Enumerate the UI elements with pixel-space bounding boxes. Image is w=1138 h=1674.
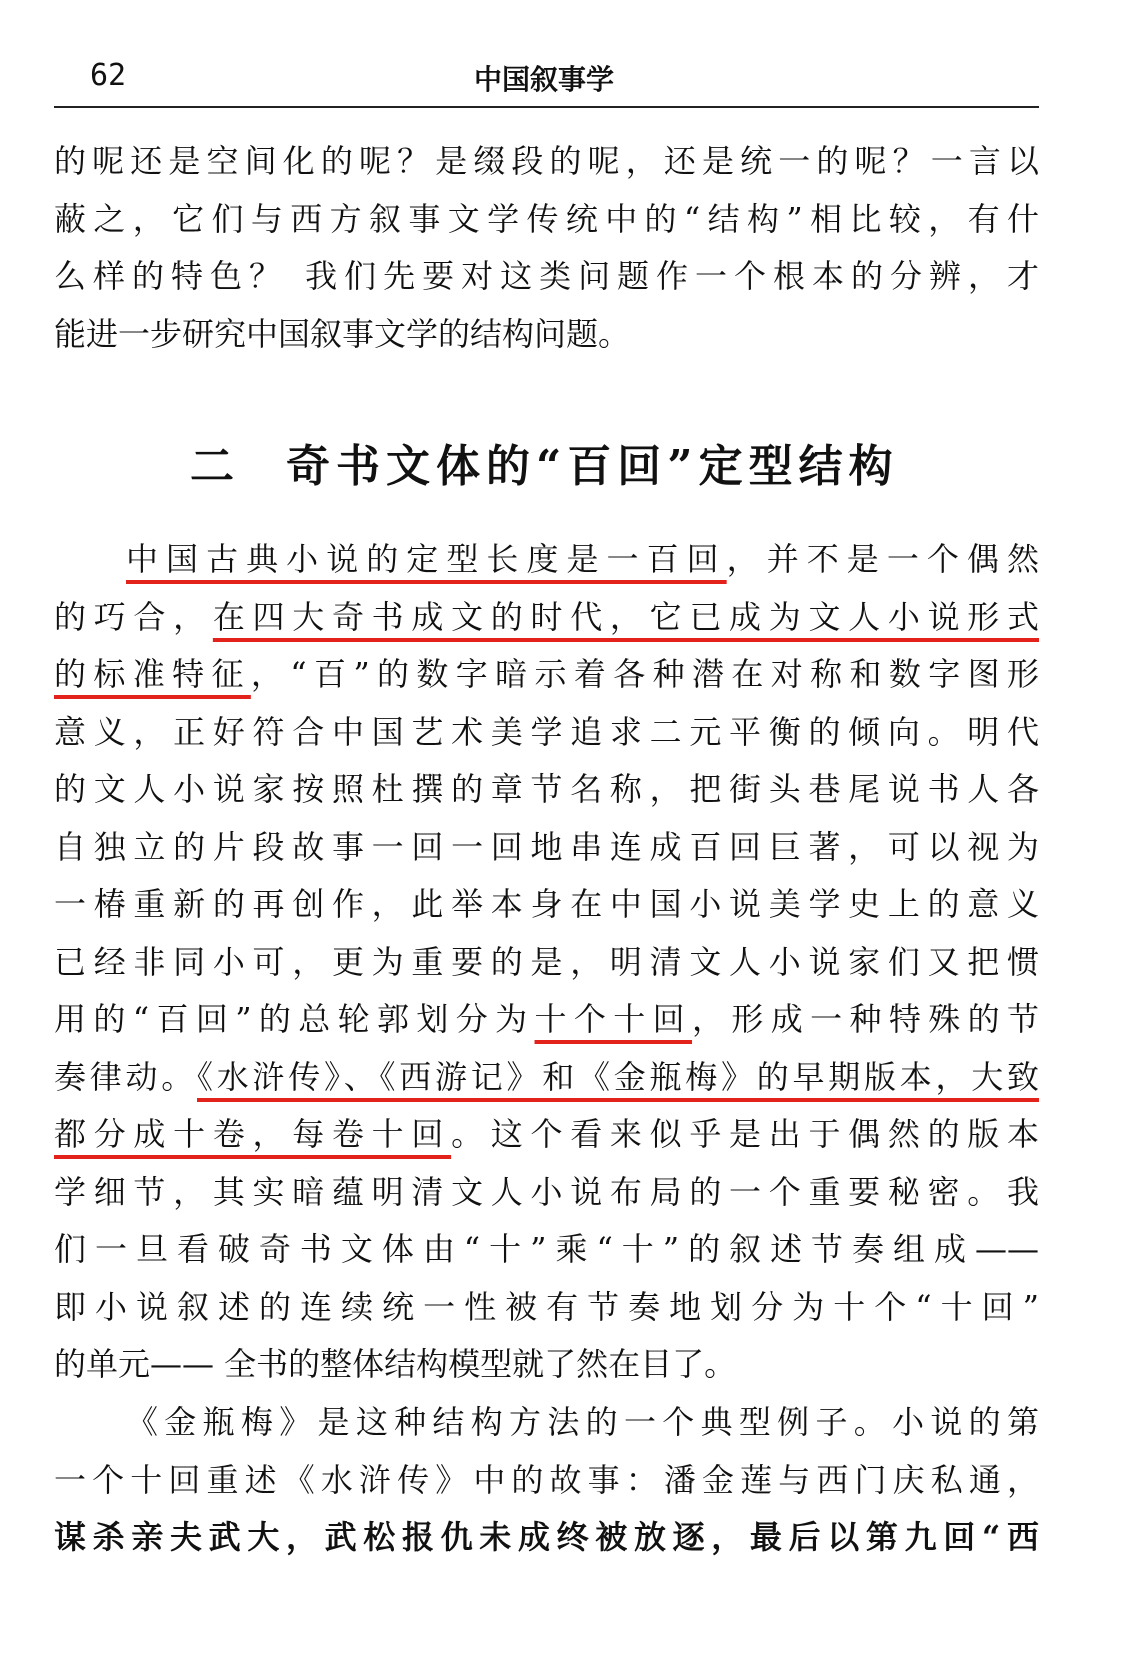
underlined-phrase: 《水浒传》、《西游记》和《金瓶梅》的早期版本，大致 <box>197 1057 1039 1096</box>
text-line <box>54 531 1039 589</box>
underlined-phrase: 在四大奇书成文的时代，它已成为文人小说形式 <box>212 597 1039 636</box>
text-run: 用的“百回”的总轮郭划分为 <box>54 1000 535 1038</box>
text-line: 一个十回重述《水浒传》中的故事：潘金莲与西门庆私通， <box>54 1460 1039 1499</box>
paragraph-3 <box>54 1394 1039 1567</box>
text-run: 。这个看来似乎是出于偶然的版本 <box>451 1115 1039 1153</box>
text-line: 蔽之，它们与西方叙事文学传统中的“结构”相比较，有什 <box>54 199 1039 238</box>
paragraph-1 <box>54 133 1039 363</box>
text-line: 能进一步研究中国叙事文学的结构问题。 <box>54 314 631 353</box>
page-header <box>54 56 1034 100</box>
text-run: 奏律动。 <box>54 1057 197 1096</box>
text-line: 一椿重新的再创作，此举本身在中国小说美学史上的意义 <box>54 885 1039 923</box>
text-run: 的巧合， <box>54 597 213 636</box>
underlined-phrase: 的标准特征 <box>54 655 251 693</box>
underlined-phrase: 十个十回 <box>534 1000 693 1038</box>
text-line: 学细节，其实暗蕴明清文人小说布局的一个重要秘密。我 <box>54 1172 1039 1211</box>
text-line: 么样的特色？ 我们先要对这类问题作一个根本的分辨，才 <box>54 257 1039 295</box>
text-run: ，并不是一个偶然 <box>726 540 1039 578</box>
paragraph-2 <box>54 531 1039 1394</box>
text-line <box>54 646 1039 704</box>
text-line: 的文人小说家按照杜撰的章节名称，把街头巷尾说书人各 <box>54 770 1039 808</box>
section-heading <box>190 430 899 494</box>
text-line: 《金瓶梅》是这种结构方法的一个典型例子。小说的第 <box>126 1403 1039 1441</box>
text-line: 即小说叙述的连续统一性被有节奏地划分为十个“十回” <box>54 1287 1039 1326</box>
text-line <box>54 589 1039 647</box>
text-line: 的单元—— 全书的整体结构模型就了然在目了。 <box>54 1345 737 1383</box>
running-title: 中国叙事学 <box>474 63 615 96</box>
text-line: 自独立的片段故事一回一回地串连成百回巨著，可以视为 <box>54 827 1039 866</box>
text-line <box>54 1106 1039 1164</box>
underlined-phrase: 中国古典小说的定型长度是一百回 <box>126 540 727 578</box>
text-line: 的呢还是空间化的呢？是缀段的呢，还是统一的呢？一言以 <box>54 142 1039 180</box>
text-line <box>54 1049 1039 1107</box>
section-title: 奇书文体的“百回”定型结构 <box>286 441 899 492</box>
text-line <box>54 991 1039 1049</box>
text-line: 谋杀亲夫武大，武松报仇未成终被放逐，最后以第九回“西 <box>54 1518 1039 1556</box>
text-line: 已经非同小可，更为重要的是，明清文人小说家们又把惯 <box>54 942 1039 981</box>
underlined-phrase: 都分成十卷，每卷十回 <box>54 1115 452 1153</box>
page-number: 62 <box>90 58 127 93</box>
section-number: 二 <box>190 441 240 492</box>
header-rule <box>54 106 1039 108</box>
text-run: ，形成一种特殊的节 <box>692 1000 1039 1038</box>
text-run: ，“百”的数字暗示着各种潜在对称和数字图形 <box>250 655 1039 693</box>
text-line: 们一旦看破奇书文体由“十”乘“十”的叙述节奏组成—— <box>54 1230 1039 1268</box>
text-line: 意义，正好符合中国艺术美学追求二元平衡的倾向。明代 <box>54 712 1039 751</box>
